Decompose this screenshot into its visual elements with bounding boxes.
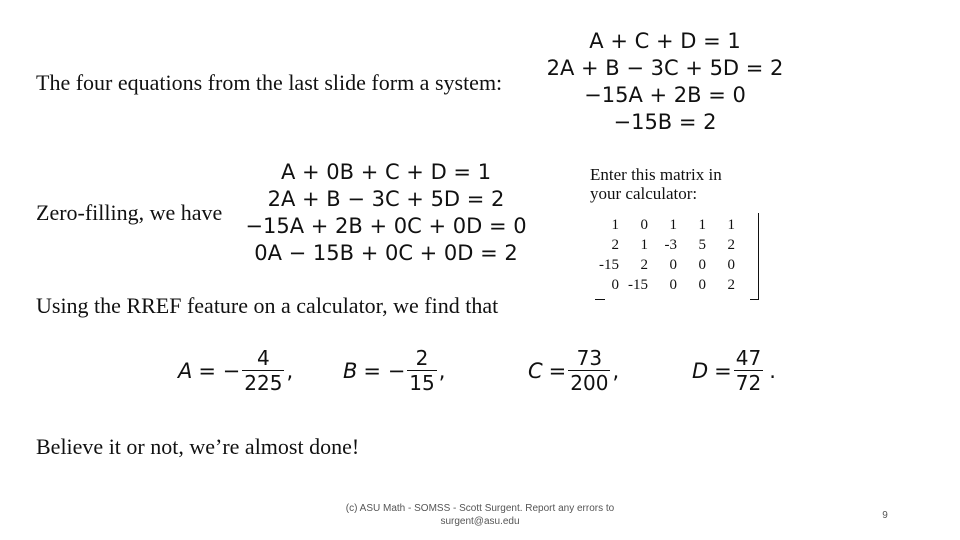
denominator: 72 <box>735 371 762 395</box>
matrix-cell: 0 <box>698 276 706 293</box>
footer-credit <box>300 502 660 528</box>
matrix-cell: 1 <box>669 216 677 233</box>
equals-sign: = <box>714 358 732 383</box>
augmented-matrix <box>590 215 765 301</box>
matrix-cell: 5 <box>698 236 706 253</box>
equation-line: 2A + B − 3C + 5D = 2 <box>546 56 784 80</box>
matrix-cell: 1 <box>698 216 706 233</box>
equals-sign: = − <box>363 358 406 383</box>
matrix-row <box>590 235 735 255</box>
matrix-cell: 2 <box>640 256 648 273</box>
punctuation: , <box>612 358 620 383</box>
matrix-table <box>590 215 735 295</box>
page-number: 9 <box>882 510 888 521</box>
matrix-cell: 0 <box>698 256 706 273</box>
equals-sign: = − <box>198 358 241 383</box>
numerator: 47 <box>735 346 762 370</box>
denominator: 15 <box>409 371 435 395</box>
equation-system <box>545 28 785 136</box>
equation-line: 2A + B − 3C + 5D = 2 <box>267 187 505 211</box>
equation-line: A + 0B + C + D = 1 <box>280 160 492 184</box>
punctuation: , <box>438 358 446 383</box>
matrix-cell: 2 <box>611 236 619 253</box>
matrix-cell: -3 <box>664 236 677 253</box>
matrix-left-bracket <box>595 299 605 300</box>
matrix-right-bracket <box>750 213 759 300</box>
equation-line: A + C + D = 1 <box>589 29 741 53</box>
footer-line: (c) ASU Math - SOMSS - Scott Surgent. Report any errors to <box>345 503 615 514</box>
rref-text: Using the RREF feature on a calculator, we find that <box>36 293 499 318</box>
zero-filled-system <box>240 159 532 267</box>
calculator-matrix-image <box>590 165 770 305</box>
calculator-hint-line2: your calculator: <box>590 184 698 203</box>
solution-b <box>343 346 445 395</box>
matrix-cell: -15 <box>599 256 619 273</box>
footer-email: surgent@asu.edu <box>440 516 520 527</box>
matrix-row <box>590 275 735 295</box>
equation-line: 0A − 15B + 0C + 0D = 2 <box>254 241 518 265</box>
matrix-row <box>590 215 735 235</box>
equation-line: −15A + 2B = 0 <box>584 83 746 107</box>
matrix-cell: 0 <box>611 276 619 293</box>
variable-label: B <box>343 358 358 383</box>
matrix-cell: 0 <box>669 256 677 273</box>
matrix-cell: 0 <box>727 256 735 273</box>
variable-label: D <box>692 358 709 383</box>
solution-a <box>178 346 293 395</box>
equals-sign: = <box>548 358 567 383</box>
closing-text: Believe it or not, we’re almost done! <box>36 434 360 459</box>
equation-line: −15B = 2 <box>613 110 717 134</box>
denominator: 225 <box>244 371 283 395</box>
solution-d <box>692 346 776 395</box>
matrix-cell: 2 <box>727 276 735 293</box>
intro-text: The four equations from the last slide form a system: <box>36 70 503 95</box>
solution-c <box>528 346 619 395</box>
equation-line: −15A + 2B + 0C + 0D = 0 <box>245 214 527 238</box>
matrix-cell: 0 <box>640 216 648 233</box>
variable-label: C <box>528 358 543 383</box>
numerator: 73 <box>576 346 603 370</box>
fraction <box>568 346 610 395</box>
fraction <box>407 346 436 395</box>
matrix-cell: 1 <box>611 216 619 233</box>
matrix-cell: 1 <box>640 236 648 253</box>
denominator: 200 <box>570 371 609 395</box>
punctuation: , <box>286 358 294 383</box>
punctuation: . <box>769 358 776 383</box>
variable-label: A <box>178 358 193 383</box>
matrix-cell: 2 <box>727 236 735 253</box>
fraction <box>734 346 763 395</box>
calculator-hint-line1: Enter this matrix in <box>590 165 722 184</box>
numerator: 2 <box>415 346 429 370</box>
zero-fill-text: Zero-filling, we have <box>36 200 223 225</box>
fraction <box>242 346 284 395</box>
matrix-cell: 0 <box>669 276 677 293</box>
matrix-row <box>590 255 735 275</box>
matrix-cell: -15 <box>628 276 648 293</box>
numerator: 4 <box>256 346 270 370</box>
matrix-cell: 1 <box>727 216 735 233</box>
